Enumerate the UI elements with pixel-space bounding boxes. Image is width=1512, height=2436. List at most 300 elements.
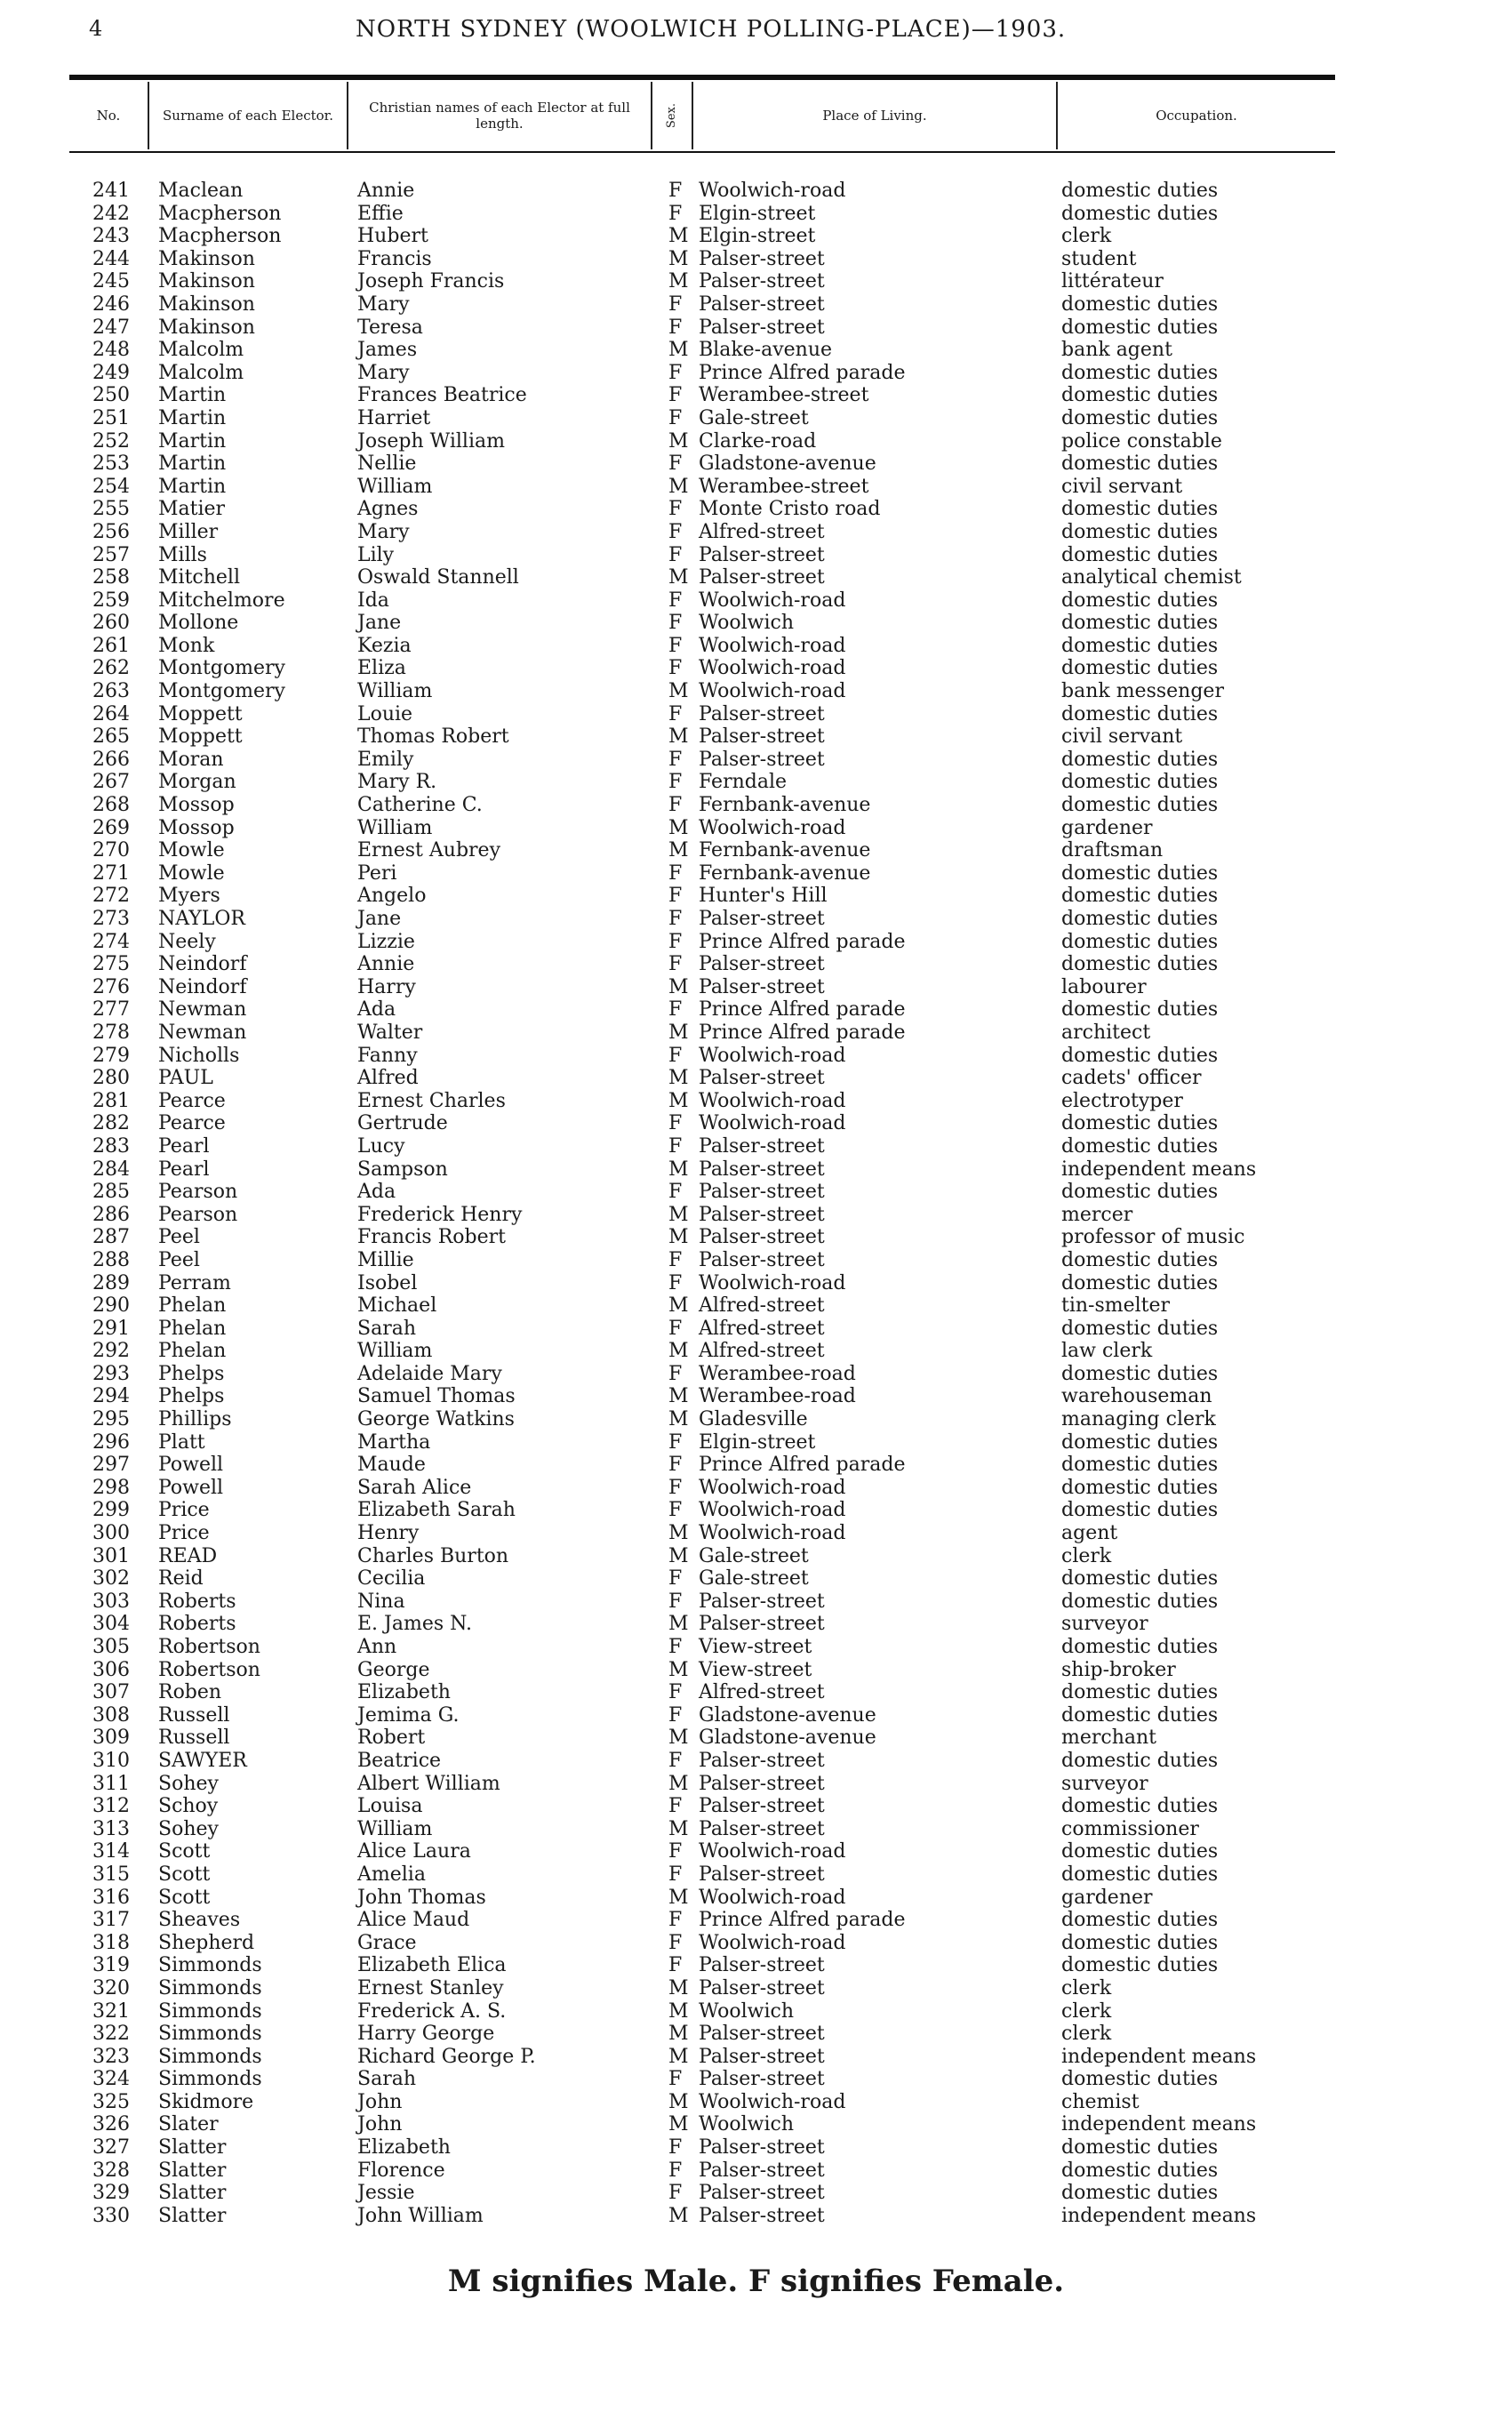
elector-place-of-living: Prince Alfred parade [699,930,906,953]
elector-christian-names: Amelia [357,1863,426,1886]
elector-number: 278 [92,1021,130,1044]
elector-occupation: ship-broker [1061,1658,1176,1681]
elector-place-of-living: Palser-street [699,2136,825,2160]
elector-place-of-living: Elgin-street [699,202,816,225]
elector-place-of-living: Woolwich-road [699,1840,846,1863]
elector-sex: F [668,543,683,566]
elector-surname: Roberts [158,1613,236,1636]
elector-number: 308 [92,1703,130,1727]
elector-number: 285 [92,1181,130,1204]
elector-place-of-living: Palser-street [699,1067,825,1090]
elector-sex: M [668,1340,689,1363]
elector-place-of-living: Woolwich-road [699,1271,846,1294]
elector-number: 323 [92,2045,130,2068]
elector-occupation: civil servant [1061,725,1183,749]
elector-place-of-living: Woolwich-road [699,1476,846,1499]
elector-place-of-living: Palser-street [699,2159,825,2182]
elector-christian-names: Eliza [357,657,406,680]
elector-occupation: student [1061,247,1137,270]
elector-christian-names: Elizabeth [357,2136,451,2160]
elector-row [0,203,1512,226]
elector-number: 255 [92,498,130,521]
elector-place-of-living: Fernbank-avenue [699,839,871,862]
elector-sex: F [668,657,683,680]
elector-sex: F [668,589,683,612]
elector-sex: F [668,861,683,885]
elector-number: 321 [92,1999,130,2023]
elector-row [0,1863,1512,1887]
elector-surname: Neindorf [158,975,247,998]
elector-number: 280 [92,1067,130,1090]
elector-number: 319 [92,1954,130,1977]
elector-row [0,1112,1512,1135]
elector-sex: F [668,1863,683,1886]
elector-number: 328 [92,2159,130,2182]
elector-surname: Macpherson [158,225,282,248]
elector-christian-names: Frederick A. S. [357,1999,507,2023]
elector-occupation: mercer [1061,1203,1133,1226]
elector-number: 310 [92,1749,130,1772]
column-divider [1056,82,1058,149]
elector-row [0,1613,1512,1636]
elector-row [0,1704,1512,1727]
elector-place-of-living: Palser-street [699,316,825,339]
elector-christian-names: William [357,816,433,839]
elector-place-of-living: Palser-street [699,1976,825,1999]
elector-place-of-living: Palser-street [699,1134,825,1158]
elector-christian-names: Catherine C. [357,794,483,817]
elector-number: 243 [92,225,130,248]
elector-place-of-living: Blake-avenue [699,339,833,362]
elector-place-of-living: Palser-street [699,2045,825,2068]
elector-number: 267 [92,771,130,794]
elector-occupation: domestic duties [1061,1181,1219,1204]
elector-occupation: clerk [1061,1999,1112,2023]
elector-sex: F [668,1909,683,1932]
elector-surname: Slatter [158,2182,227,2205]
elector-place-of-living: Palser-street [699,1863,825,1886]
elector-place-of-living: Werambee-road [699,1385,856,1408]
elector-row [0,2136,1512,2160]
elector-christian-names: Ida [357,589,389,612]
elector-surname: Peel [158,1226,200,1249]
elector-place-of-living: Woolwich-road [699,816,846,839]
elector-occupation: domestic duties [1061,748,1219,771]
elector-surname: Mitchelmore [158,589,285,612]
elector-sex: M [668,270,689,293]
elector-number: 266 [92,748,130,771]
elector-number: 324 [92,2068,130,2091]
elector-number: 295 [92,1408,130,1431]
elector-number: 251 [92,406,130,429]
elector-row [0,953,1512,976]
elector-surname: Martin [158,384,227,407]
elector-surname: Makinson [158,292,255,316]
elector-surname: Moppett [158,725,243,749]
elector-sex: F [668,180,683,202]
elector-place-of-living: Palser-street [699,725,825,749]
elector-place-of-living: Woolwich-road [699,657,846,680]
column-header-sex-cell [654,82,690,149]
elector-christian-names: Teresa [357,316,423,339]
elector-place-of-living: View-street [699,1636,812,1658]
elector-row [0,976,1512,999]
elector-christian-names: Mary [357,520,410,543]
elector-sex: F [668,361,683,384]
elector-place-of-living: Prince Alfred parade [699,998,906,1022]
elector-occupation: domestic duties [1061,180,1219,202]
elector-place-of-living: Gale-street [699,1567,809,1591]
column-divider [347,82,348,149]
elector-occupation: gardener [1061,1886,1153,1909]
elector-christian-names: Joseph William [357,429,505,453]
elector-christian-names: Jemima G. [357,1703,460,1727]
elector-row [0,1454,1512,1477]
elector-row [0,407,1512,430]
elector-surname: Neindorf [158,953,247,976]
elector-sex: F [668,1636,683,1658]
elector-sex: M [668,475,689,498]
elector-place-of-living: Alfred-street [699,1681,825,1704]
elector-christian-names: Annie [357,180,415,202]
column-divider [692,82,693,149]
elector-row [0,1977,1512,2000]
elector-surname: Russell [158,1703,230,1727]
elector-sex: M [668,1976,689,1999]
elector-surname: NAYLOR [158,908,245,930]
elector-occupation: draftsman [1061,839,1164,862]
elector-sex: M [668,1158,689,1181]
elector-occupation: clerk [1061,225,1112,248]
elector-occupation: electrotyper [1061,1089,1183,1112]
elector-place-of-living: Alfred-street [699,1294,825,1318]
elector-row [0,1045,1512,1068]
elector-sex: F [668,1499,683,1522]
elector-place-of-living: Palser-street [699,1772,825,1795]
elector-occupation: domestic duties [1061,1271,1219,1294]
elector-christian-names: Agnes [357,498,419,521]
elector-row [0,1318,1512,1341]
elector-number: 287 [92,1226,130,1249]
elector-number: 258 [92,566,130,589]
elector-sex: F [668,1795,683,1818]
column-header-christian-names: Christian names of each Elector at full length. [369,100,630,132]
elector-number: 270 [92,839,130,862]
elector-occupation: labourer [1061,975,1147,998]
elector-occupation: domestic duties [1061,292,1219,316]
elector-surname: Simmonds [158,1976,262,1999]
elector-christian-names: Richard George P. [357,2045,536,2068]
elector-christian-names: William [357,475,433,498]
elector-place-of-living: Palser-street [699,1181,825,1204]
elector-occupation: domestic duties [1061,998,1219,1022]
elector-sex: F [668,1430,683,1454]
elector-surname: Roben [158,1681,222,1704]
elector-occupation: domestic duties [1061,1863,1219,1886]
elector-christian-names: William [357,1340,433,1363]
elector-number: 271 [92,861,130,885]
elector-row [0,1272,1512,1295]
elector-occupation: domestic duties [1061,1454,1219,1477]
elector-occupation: littérateur [1061,270,1164,293]
elector-number: 296 [92,1430,130,1454]
elector-surname: Newman [158,998,247,1022]
elector-number: 291 [92,1317,130,1340]
elector-surname: Phelan [158,1294,227,1318]
elector-christian-names: Robert [357,1727,426,1750]
elector-sex: F [668,908,683,930]
elector-occupation: domestic duties [1061,1044,1219,1067]
elector-row [0,180,1512,203]
elector-surname: Sohey [158,1817,219,1840]
elector-christian-names: Alfred [357,1067,419,1090]
elector-number: 276 [92,975,130,998]
elector-christian-names: Gertrude [357,1112,448,1135]
elector-row [0,1385,1512,1408]
elector-surname: Reid [158,1567,204,1591]
elector-number: 322 [92,2023,130,2046]
elector-surname: Martin [158,475,227,498]
elector-surname: Makinson [158,316,255,339]
elector-place-of-living: Prince Alfred parade [699,1454,906,1477]
elector-occupation: domestic duties [1061,2136,1219,2160]
elector-surname: Martin [158,429,227,453]
elector-number: 312 [92,1795,130,1818]
elector-place-of-living: Palser-street [699,1613,825,1636]
elector-place-of-living: Alfred-street [699,520,825,543]
elector-christian-names: Effie [357,202,404,225]
elector-number: 297 [92,1454,130,1477]
elector-row [0,1431,1512,1454]
elector-christian-names: Elizabeth Elica [357,1954,507,1977]
elector-number: 288 [92,1248,130,1271]
elector-row [0,248,1512,271]
elector-occupation: domestic duties [1061,202,1219,225]
elector-number: 257 [92,543,130,566]
elector-place-of-living: Palser-street [699,270,825,293]
elector-sex: M [668,1658,689,1681]
elector-surname: Simmonds [158,2045,262,2068]
elector-sex: M [668,566,689,589]
elector-sex: F [668,520,683,543]
elector-row [0,1567,1512,1591]
elector-number: 300 [92,1522,130,1545]
elector-place-of-living: Palser-street [699,975,825,998]
elector-surname: Pearce [158,1089,226,1112]
elector-christian-names: Michael [357,1294,437,1318]
elector-number: 260 [92,612,130,635]
elector-place-of-living: Monte Cristo road [699,498,881,521]
elector-surname: Skidmore [158,2090,254,2113]
elector-place-of-living: Woolwich-road [699,1089,846,1112]
elector-christian-names: William [357,1817,433,1840]
elector-surname: Neely [158,930,216,953]
elector-occupation: domestic duties [1061,1317,1219,1340]
elector-row [0,2046,1512,2069]
elector-row [0,1181,1512,1204]
elector-christian-names: Sampson [357,1158,448,1181]
elector-surname: Maclean [158,180,244,202]
elector-row [0,657,1512,680]
elector-row [0,270,1512,293]
elector-occupation: domestic duties [1061,1909,1219,1932]
elector-sex: F [668,1454,683,1477]
elector-row [0,1932,1512,1955]
elector-row [0,1249,1512,1272]
elector-christian-names: Sarah [357,2068,416,2091]
elector-place-of-living: Prince Alfred parade [699,361,906,384]
elector-sex: M [668,1089,689,1112]
elector-surname: Slatter [158,2136,227,2160]
elector-row [0,908,1512,931]
elector-number: 248 [92,339,130,362]
elector-surname: Shepherd [158,1931,255,1954]
elector-surname: Sheaves [158,1909,241,1932]
elector-surname: Malcolm [158,361,244,384]
elector-number: 284 [92,1158,130,1181]
elector-occupation: independent means [1061,2204,1257,2227]
elector-occupation: domestic duties [1061,1636,1219,1658]
elector-sex: F [668,453,683,476]
elector-row [0,2205,1512,2228]
elector-place-of-living: Palser-street [699,748,825,771]
elector-sex: M [668,2090,689,2113]
elector-occupation: domestic duties [1061,634,1219,657]
elector-number: 289 [92,1271,130,1294]
elector-row [0,2000,1512,2023]
elector-place-of-living: Woolwich-road [699,634,846,657]
elector-christian-names: Fanny [357,1044,418,1067]
elector-occupation: domestic duties [1061,589,1219,612]
elector-sex: M [668,1408,689,1431]
elector-surname: Simmonds [158,1999,262,2023]
elector-sex: M [668,2204,689,2227]
elector-number: 329 [92,2182,130,2205]
elector-occupation: gardener [1061,816,1153,839]
elector-sex: F [668,702,683,725]
elector-number: 273 [92,908,130,930]
elector-number: 241 [92,180,130,202]
elector-surname: Platt [158,1430,205,1454]
elector-sex: M [668,725,689,749]
elector-sex: M [668,429,689,453]
elector-row [0,1499,1512,1522]
elector-occupation: domestic duties [1061,453,1219,476]
elector-number: 244 [92,247,130,270]
elector-surname: Scott [158,1886,211,1909]
elector-christian-names: Charles Burton [357,1544,509,1567]
elector-occupation: domestic duties [1061,861,1219,885]
elector-number: 307 [92,1681,130,1704]
elector-sex: M [668,975,689,998]
elector-christian-names: Albert William [357,1772,500,1795]
elector-surname: Sohey [158,1772,219,1795]
elector-christian-names: Jessie [357,2182,415,2205]
elector-occupation: domestic duties [1061,953,1219,976]
elector-christian-names: Louie [357,702,413,725]
elector-row [0,885,1512,908]
sex-legend: M signifies Male. F signifies Female. [447,2264,1065,2299]
elector-surname: Mitchell [158,566,240,589]
elector-row [0,1158,1512,1182]
elector-surname: Slatter [158,2204,227,2227]
elector-place-of-living: Woolwich-road [699,1931,846,1954]
elector-number: 268 [92,794,130,817]
elector-surname: Matier [158,498,226,521]
elector-place-of-living: Woolwich-road [699,180,846,202]
elector-surname: Slater [158,2113,219,2136]
elector-number: 281 [92,1089,130,1112]
elector-number: 250 [92,384,130,407]
elector-surname: Makinson [158,247,255,270]
column-header-no: No. [96,108,121,124]
elector-row [0,498,1512,521]
elector-surname: Peel [158,1248,200,1271]
elector-row [0,771,1512,794]
elector-christian-names: Adelaide Mary [357,1362,502,1385]
elector-place-of-living: Palser-street [699,1749,825,1772]
elector-occupation: professor of music [1061,1226,1245,1249]
elector-christian-names: John [357,2113,403,2136]
elector-occupation: warehouseman [1061,1385,1212,1408]
elector-sex: F [668,1681,683,1704]
elector-sex: M [668,1613,689,1636]
elector-occupation: domestic duties [1061,1362,1219,1385]
elector-surname: Phillips [158,1408,232,1431]
elector-place-of-living: Palser-street [699,1158,825,1181]
elector-place-of-living: Woolwich-road [699,1522,846,1545]
elector-row [0,2091,1512,2114]
elector-number: 318 [92,1931,130,1954]
elector-surname: Phelps [158,1362,225,1385]
elector-place-of-living: Alfred-street [699,1340,825,1363]
column-divider [651,82,652,149]
elector-place-of-living: Hunter's Hill [699,885,828,908]
elector-place-of-living: Prince Alfred parade [699,1909,906,1932]
elector-sex: F [668,316,683,339]
elector-sex: F [668,930,683,953]
elector-occupation: domestic duties [1061,1112,1219,1135]
elector-place-of-living: Palser-street [699,1954,825,1977]
elector-christian-names: Emily [357,748,414,771]
elector-surname: Powell [158,1476,224,1499]
elector-row [0,839,1512,862]
elector-surname: SAWYER [158,1749,247,1772]
elector-number: 275 [92,953,130,976]
elector-occupation: surveyor [1061,1772,1148,1795]
elector-sex: M [668,1886,689,1909]
elector-place-of-living: Gale-street [699,1544,809,1567]
elector-number: 325 [92,2090,130,2113]
elector-place-of-living: Gladesville [699,1408,808,1431]
elector-occupation: domestic duties [1061,612,1219,635]
elector-surname: Mowle [158,861,225,885]
elector-occupation: domestic duties [1061,908,1219,930]
elector-place-of-living: Palser-street [699,1203,825,1226]
elector-occupation: domestic duties [1061,657,1219,680]
elector-row [0,749,1512,772]
elector-sex: F [668,1749,683,1772]
elector-place-of-living: Palser-street [699,2068,825,2091]
elector-surname: Robertson [158,1658,260,1681]
elector-sex: F [668,1954,683,1977]
elector-number: 265 [92,725,130,749]
elector-row [0,2113,1512,2136]
elector-number: 282 [92,1112,130,1135]
elector-christian-names: Ada [357,1181,396,1204]
elector-surname: Mills [158,543,207,566]
elector-number: 263 [92,680,130,703]
